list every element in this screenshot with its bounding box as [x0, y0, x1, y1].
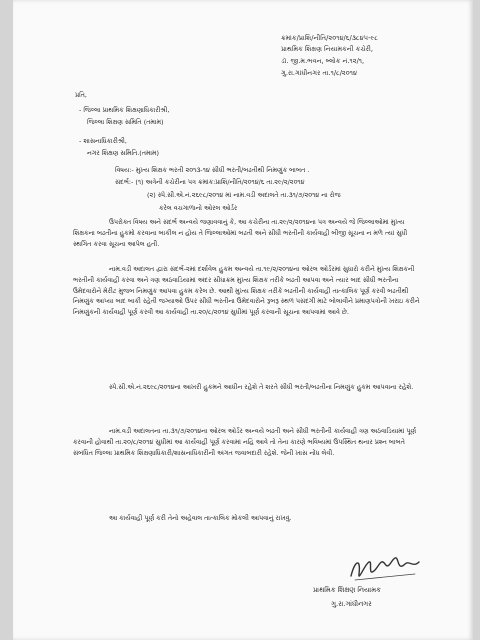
- reference-1: સંદર્ભ:- (૧) અત્રેની કચેરીના પત્ર ક્રમાંક:પ્રાશિ/નીતિ/૨૦૧૪/૬ તા.૨૯/૨/૨૦૧૪: [115, 178, 305, 186]
- paragraph-1: ઉપરોક્ત વિષય અને સંદર્ભ અન્વયે જણાવવાનું કે, આ કચેરીના તા.૨૯/૨/૨૦૧૪ના પત્ર અન્વયે જે જિલ્લાઓમાં મુખ્ય શિક્ષકના બઢતીના હુકમો કરવાના બાકીલ ન હોય તે જિલ્લાઓમાં બઢતી અને સીધી ભરતીની કાર્યવાહી બીજી સૂચના ન મળે ત્યાં સુધી સ્થગિત કરવા સૂચના આપેલ હતી.: [73, 218, 408, 248]
- letter-page: [13, 0, 473, 640]
- reference-2-cont: કરેલ વચગાળાનો ઓરલ ઓર્ડર: [159, 204, 238, 212]
- place-date: ગુ.રા.ગાંધીનગર તા.૧/૮/૨૦૧૪: [281, 69, 358, 77]
- recipient-2-title: - શાસનાધિકારીશ્રી,: [79, 137, 127, 145]
- paragraph-3: સ્પે.સી.એ.નં.૨૬૯૮/૨૦૧૪ના આખરી હુકમને આધીન રહેશે તે શરતે સીધી ભરતી/બઢતીના નિમણુંક હુકમ આપવાના રહેશે.: [109, 383, 414, 391]
- paragraph-2: નામ.વડી અદાલત દ્વારા સંદર્ભ-૨માં દર્શાવેલ હુકમ અન્વયે તા.૧૯/૨/૨૦૧૪ના ઓરલ ઓર્ડરમાં સુધારો કરીને મુખ્ય શિક્ષકની ભરતીની કાર્યવાહી કરવા અને ત્રણ અઠવાડિયામાં અંદર સીધાક્રમ મુખ્ય શિક્ષક તરીકે બઢતી આપવા અને ત્યાર બાદ સીધી ભરતીના ઉમેદવારોને મેરીટ મુજબ નિમણુંક આપવા હુકમ કરેલ છે. આથી મુખ્ય શિક્ષક તરીકે બઢતીની કાર્યવાહી તાત્કાલિક પૂર્ણ કરવી બઢતીથી નિમણુંક આપ્યા બાદ બાકી રહેતી જગ્યાઓ ઉપર સીધી ભરતીના ઉમેદવારોને રૂબરૂ સ્થળ પસંદગી માટે બોલાવીને પ્રમાણપત્રોની ખરાઇ કરીને નિમણુંકની કાર્યવાહી પૂર્ણ કરવી આ કાર્યવાહી તા.૨૦/૮/૨૦૧૪ સુધીમાં પૂર્ણ કરવાની સૂચના આપવામાં આવે છે.: [73, 265, 420, 317]
- subject-line: વિષય:- મુખ્ય શિક્ષક ભરતી ૨૦૧૩-૧૪ સીધી ભરતી/બઢતીથી નિમણુંક બાબત .: [115, 166, 310, 174]
- reference-2: (૨) સ્પે.સી.એ.નં.૨૬૯૮/૨૦૧૪ માં નામ.વડી અદાલતે તા.૩૧/૭/૨૦૧૪ ના રોજ: [147, 191, 341, 199]
- paragraph-4: નામ.વડી અદાલતના તા.૩૧/૭/૨૦૧૪ના ઓરલ ઓર્ડર અન્વયે બઢતી અને સીધી ભરતીની કાર્યવાહી ત્રણ અઠવાડિયામાં પૂર્ણ કરવાની હોવાથી તા.૨૦/૮/૨૦૧૪ સુધીમાં આ કાર્યવાહી પૂર્ણ કરવામાં નહિ આવે તો તેના કારણે ભવિષ્યમાં ઉપસ્થિત થનાર પ્રશ્ન બાબતે સંબંધિત જિલ્લા પ્રાથમિક શિક્ષણાધિકારી/શાસનાધિકારીની અંગત જવાબદારી રહેશે. જેની ખાસ નોંધ લેવી.: [73, 427, 417, 457]
- office-address: ડૉ. જી.મ.ભવન, બ્લોક નં.૧૨/૧,: [281, 57, 365, 65]
- office-name: પ્રાથમિક શિક્ષણ નિયામકની કચેરી,: [281, 45, 373, 53]
- recipient-1-title: - જિલ્લા પ્રાથમિક શિક્ષણાધિકારીશ્રી,: [79, 106, 170, 114]
- signature-mark: [345, 552, 425, 586]
- paragraph-5: આ કાર્યવાહી પૂર્ણ કરી તેનો અહેવાલ તાત્કાલિક મોકલી આપવાનું રાખવું.: [109, 514, 292, 522]
- recipient-1-body: જિલ્લા શિક્ષણ સમિતિ (તમામ): [87, 118, 164, 126]
- signatory-place: ગુ.રા.ગાંધીનગર: [331, 600, 372, 608]
- recipient-2-body: નગર શિક્ષણ સમિતિ.(તમામ): [87, 149, 160, 157]
- signatory-designation: પ્રાથમિક શિક્ષણ નિયામક: [313, 586, 381, 594]
- recipient-prati: પ્રતિ,: [75, 91, 87, 99]
- ref-number: ક્રમાંક/પ્રાશિ/નીતિ/૨૦૧૪/૬/૩૮૪૫-૯૮: [281, 34, 379, 42]
